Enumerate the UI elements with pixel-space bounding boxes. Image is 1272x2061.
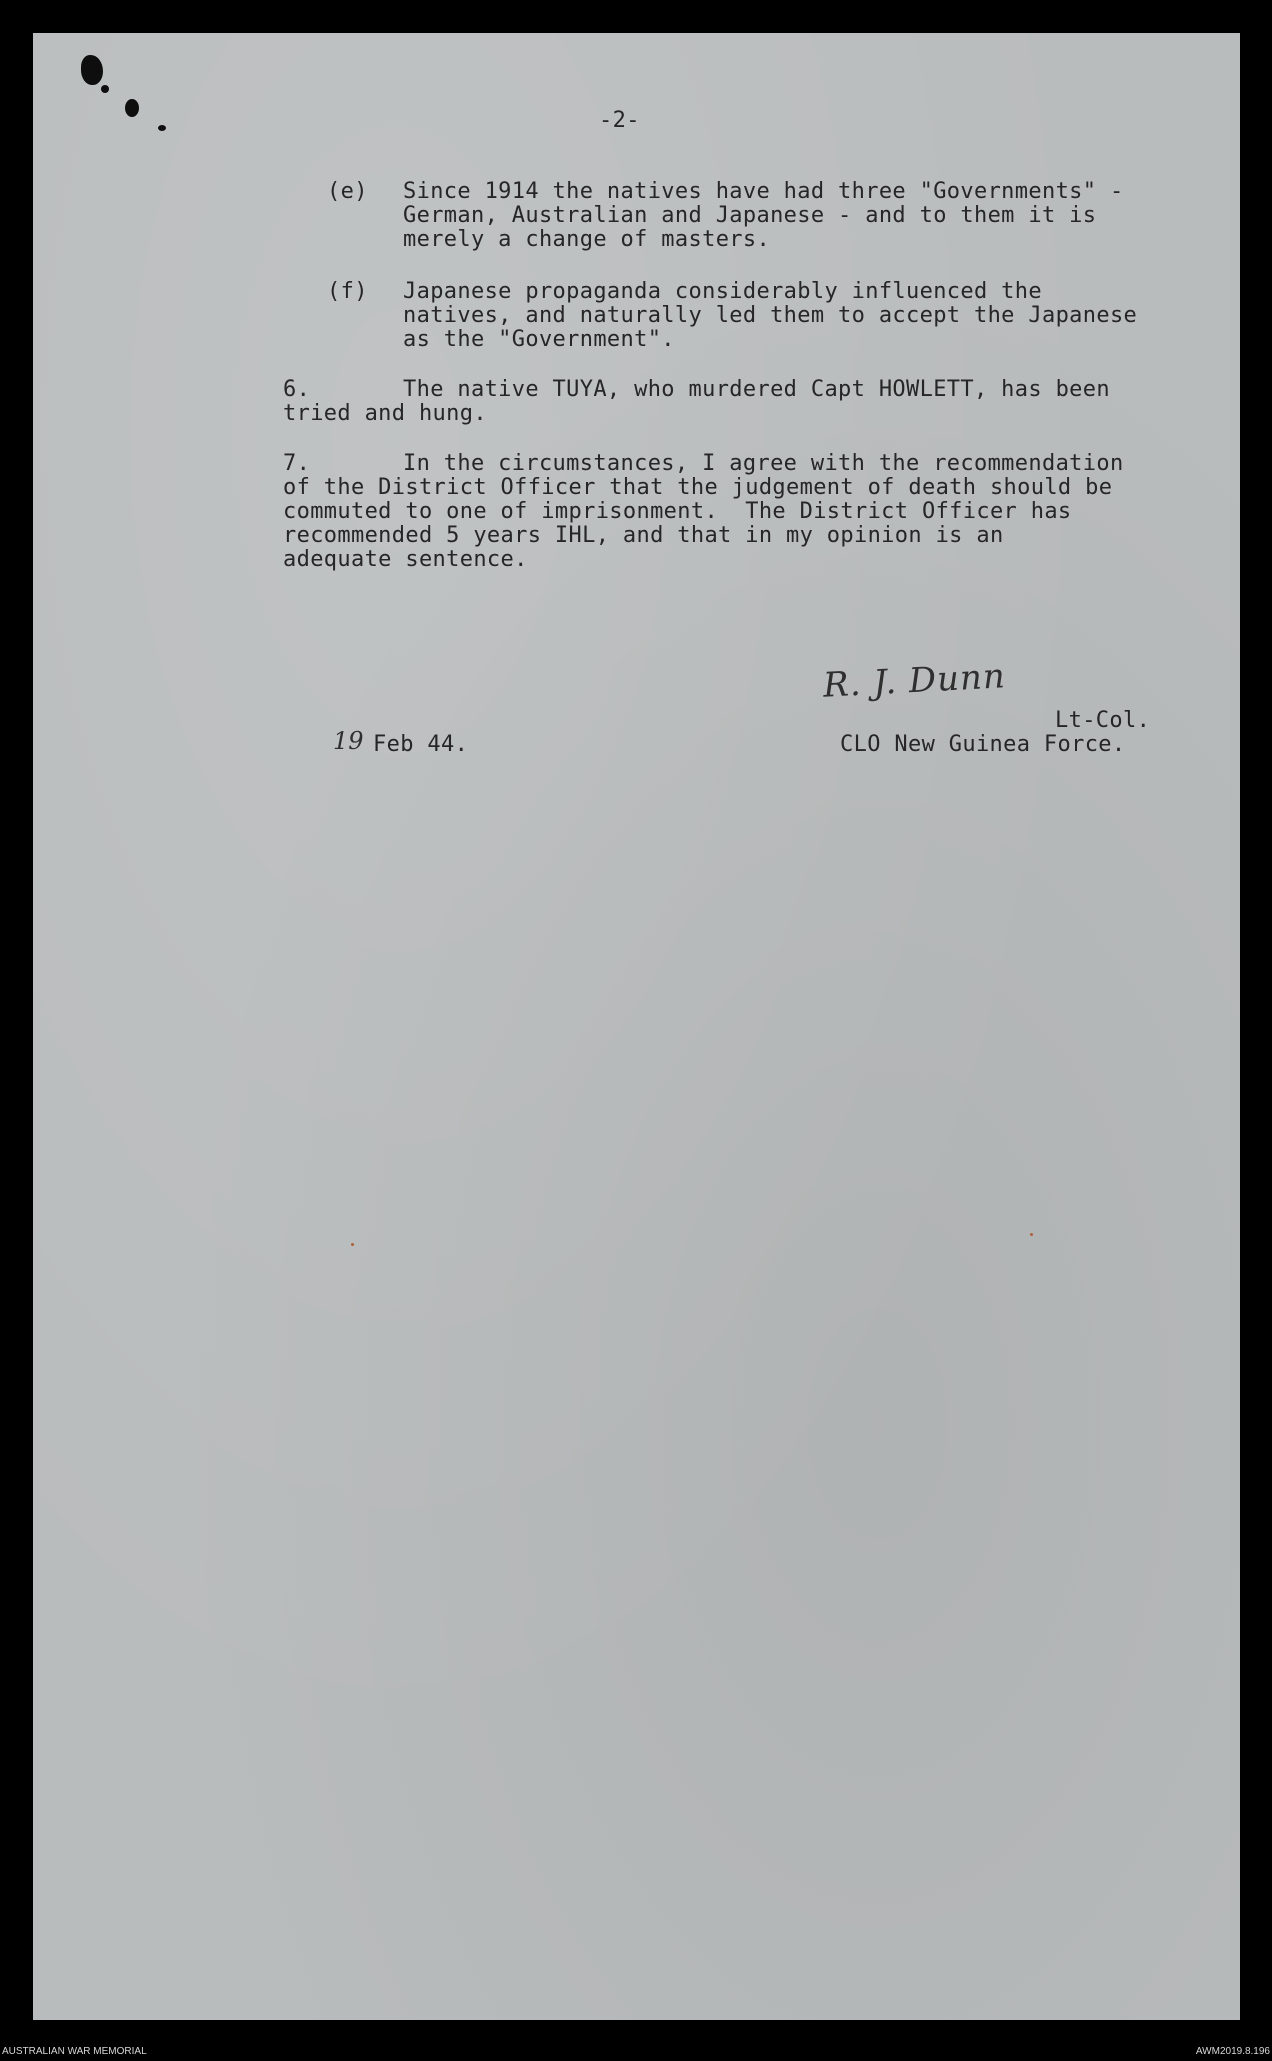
paper-speck bbox=[1030, 1233, 1033, 1236]
paragraph-7-line-5: adequate sentence. bbox=[283, 547, 528, 572]
punch-hole bbox=[101, 85, 109, 93]
punch-hole bbox=[81, 55, 103, 85]
handwritten-signature: R. J. Dunn bbox=[822, 656, 1007, 706]
paragraph-7-line-3: commuted to one of imprisonment. The District Officer has bbox=[283, 499, 1072, 524]
item-f-line-3: as the "Government". bbox=[403, 327, 675, 352]
punch-hole bbox=[158, 125, 166, 131]
footer-right-label: AWM2019.8.196 bbox=[1195, 2046, 1270, 2057]
paragraph-7-line-1: In the circumstances, I agree with the recommendation bbox=[403, 451, 1124, 476]
item-e-line-2: German, Australian and Japanese - and to them it is bbox=[403, 203, 1097, 228]
date-day-handwritten: 19 bbox=[333, 727, 364, 755]
paragraph-7-line-4: recommended 5 years IHL, and that in my opinion is an bbox=[283, 523, 1004, 548]
paragraph-7-number: 7. bbox=[283, 451, 311, 476]
paper-speck bbox=[351, 1243, 354, 1246]
item-e-marker: (e) bbox=[327, 179, 368, 204]
page-number: -2- bbox=[599, 108, 640, 133]
paragraph-6-line-2: tried and hung. bbox=[283, 401, 487, 426]
paragraph-7-line-2: of the District Officer that the judgement of death should be bbox=[283, 475, 1113, 500]
item-f-line-1: Japanese propaganda considerably influenced the bbox=[403, 279, 1042, 304]
document-page bbox=[33, 33, 1240, 2020]
item-e-line-3: merely a change of masters. bbox=[403, 227, 771, 252]
signature-title: CLO New Guinea Force. bbox=[840, 732, 1126, 757]
paragraph-6-number: 6. bbox=[283, 377, 311, 402]
signature-rank: Lt-Col. bbox=[1055, 708, 1151, 733]
punch-hole bbox=[125, 99, 139, 117]
item-e-line-1: Since 1914 the natives have had three "Governments" - bbox=[403, 179, 1124, 204]
paragraph-6-line-1: The native TUYA, who murdered Capt HOWLETT, has been bbox=[403, 377, 1110, 402]
item-f-marker: (f) bbox=[327, 279, 368, 304]
date-text: Feb 44. bbox=[373, 732, 469, 757]
footer-left-label: AUSTRALIAN WAR MEMORIAL bbox=[2, 2046, 147, 2057]
item-f-line-2: natives, and naturally led them to accept the Japanese bbox=[403, 303, 1138, 328]
